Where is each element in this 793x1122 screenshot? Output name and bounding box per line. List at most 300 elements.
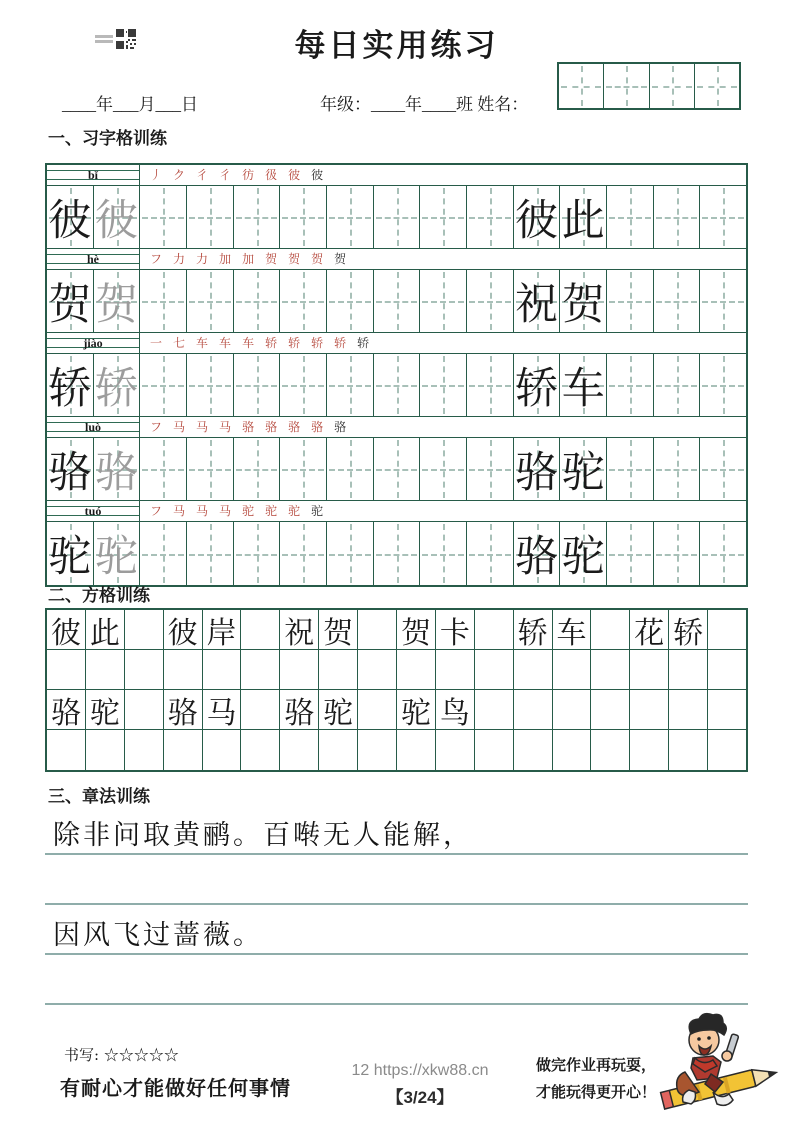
practice-cell[interactable] bbox=[187, 522, 234, 585]
horizontal-guide-dash bbox=[422, 217, 464, 219]
name-cell[interactable] bbox=[559, 64, 604, 108]
stroke-step: 彶 bbox=[265, 168, 278, 182]
model-character: 轿 bbox=[517, 615, 548, 651]
square-cell[interactable] bbox=[436, 690, 475, 729]
practice-cell[interactable] bbox=[140, 354, 187, 416]
practice-cells-row bbox=[47, 354, 746, 417]
practice-row bbox=[47, 249, 746, 333]
horizontal-guide-dash bbox=[236, 469, 278, 471]
name-cell[interactable] bbox=[604, 64, 649, 108]
square-cell[interactable] bbox=[358, 650, 397, 689]
stroke-sequence bbox=[140, 333, 746, 353]
square-cell[interactable] bbox=[553, 650, 592, 689]
practice-cell[interactable] bbox=[700, 270, 746, 332]
square-cell[interactable] bbox=[514, 730, 553, 770]
practice-cell[interactable] bbox=[94, 438, 141, 500]
section2-heading: 二、方格训练 bbox=[48, 586, 150, 605]
practice-cell[interactable] bbox=[420, 522, 467, 585]
square-cell[interactable] bbox=[630, 610, 669, 649]
stroke-step: 马 bbox=[196, 420, 209, 434]
model-character: 车 bbox=[561, 363, 605, 414]
practice-cell[interactable] bbox=[560, 270, 607, 332]
square-cell[interactable] bbox=[514, 650, 553, 689]
square-cell[interactable] bbox=[164, 650, 203, 689]
stroke-step: 轿 bbox=[311, 336, 324, 350]
square-cell[interactable] bbox=[553, 690, 592, 729]
square-cell[interactable] bbox=[86, 610, 125, 649]
square-cell[interactable] bbox=[591, 650, 630, 689]
practice-cell[interactable] bbox=[560, 354, 607, 416]
practice-cell[interactable] bbox=[140, 522, 187, 585]
square-cell[interactable] bbox=[591, 610, 630, 649]
model-character: 驼 bbox=[561, 447, 605, 498]
pinyin-label: jiào bbox=[83, 336, 103, 350]
horizontal-guide-dash bbox=[376, 469, 418, 471]
practice-cell[interactable] bbox=[560, 438, 607, 500]
practice-cell[interactable] bbox=[467, 270, 514, 332]
square-cell[interactable] bbox=[397, 650, 436, 689]
practice-cell[interactable] bbox=[654, 438, 701, 500]
practice-cell[interactable] bbox=[280, 270, 327, 332]
practice-row bbox=[47, 417, 746, 501]
square-cell[interactable] bbox=[358, 610, 397, 649]
stroke-step: 彼 bbox=[311, 168, 324, 182]
practice-cell[interactable] bbox=[514, 438, 561, 500]
practice-cell[interactable] bbox=[234, 354, 281, 416]
footer-site-url: 12 https://xkw88.cn bbox=[351, 1062, 489, 1079]
practice-cell[interactable] bbox=[374, 270, 421, 332]
stroke-step: 轿 bbox=[288, 336, 301, 350]
square-cell[interactable] bbox=[280, 610, 319, 649]
practice-cell[interactable] bbox=[94, 354, 141, 416]
square-cell[interactable] bbox=[708, 690, 746, 729]
stroke-step: 驼 bbox=[288, 504, 301, 518]
model-character: 彼 bbox=[50, 615, 81, 651]
model-character: 驼 bbox=[561, 532, 605, 582]
practice-cell[interactable] bbox=[374, 354, 421, 416]
model-character: 驼 bbox=[48, 532, 92, 582]
square-cell[interactable] bbox=[397, 730, 436, 770]
stroke-step: 一 bbox=[150, 336, 163, 350]
horizontal-guide-dash bbox=[189, 554, 231, 556]
stroke-step: 骆 bbox=[265, 420, 278, 434]
date-line[interactable]: ____年___月___日 bbox=[62, 95, 198, 114]
stroke-step: 马 bbox=[173, 420, 186, 434]
square-cell[interactable] bbox=[47, 610, 86, 649]
square-cell[interactable] bbox=[475, 690, 514, 729]
square-cell[interactable] bbox=[708, 610, 746, 649]
sentence-practice-lines bbox=[45, 805, 748, 1005]
trace-character: 轿 bbox=[95, 363, 138, 414]
practice-cell[interactable] bbox=[420, 186, 467, 248]
stroke-step: 轿 bbox=[357, 336, 370, 350]
horizontal-guide-dash bbox=[282, 301, 324, 303]
square-cell[interactable] bbox=[591, 690, 630, 729]
horizontal-guide-dash bbox=[189, 301, 231, 303]
square-cell[interactable] bbox=[436, 650, 475, 689]
model-character: 鸟 bbox=[439, 695, 470, 731]
horizontal-guide-dash bbox=[697, 86, 737, 88]
stroke-step: フ bbox=[150, 420, 163, 434]
footer-slogan bbox=[536, 1052, 661, 1106]
horizontal-guide-dash bbox=[652, 86, 692, 88]
stroke-step: 车 bbox=[242, 336, 255, 350]
model-character: 骆 bbox=[48, 447, 92, 498]
model-character: 祝 bbox=[284, 615, 315, 651]
practice-cell[interactable] bbox=[374, 438, 421, 500]
practice-cell[interactable] bbox=[327, 354, 374, 416]
square-cell[interactable] bbox=[86, 650, 125, 689]
practice-cell[interactable] bbox=[514, 354, 561, 416]
practice-cell[interactable] bbox=[327, 186, 374, 248]
stroke-step: 驼 bbox=[242, 504, 255, 518]
square-cell[interactable] bbox=[125, 730, 164, 770]
square-cell[interactable] bbox=[164, 730, 203, 770]
practice-cell[interactable] bbox=[560, 186, 607, 248]
model-character: 贺 bbox=[323, 615, 354, 651]
model-character: 彼 bbox=[515, 195, 559, 246]
horizontal-guide-dash bbox=[236, 217, 278, 219]
square-cell[interactable] bbox=[125, 690, 164, 729]
horizontal-guide-dash bbox=[609, 301, 651, 303]
stroke-step: 车 bbox=[219, 336, 232, 350]
square-cell[interactable] bbox=[553, 730, 592, 770]
practice-cell[interactable] bbox=[187, 354, 234, 416]
model-character: 轿 bbox=[48, 363, 92, 414]
horizontal-guide-dash bbox=[376, 301, 418, 303]
stroke-step: 骆 bbox=[311, 420, 324, 434]
practice-cell[interactable] bbox=[700, 186, 746, 248]
horizontal-guide-dash bbox=[142, 554, 184, 556]
stroke-step: 加 bbox=[242, 252, 255, 266]
stroke-step: フ bbox=[150, 504, 163, 518]
horizontal-guide-dash bbox=[609, 469, 651, 471]
practice-cell[interactable] bbox=[374, 522, 421, 585]
model-character: 贺 bbox=[48, 279, 92, 330]
square-cell[interactable] bbox=[514, 610, 553, 649]
pinyin-box bbox=[47, 333, 140, 353]
square-cell[interactable] bbox=[203, 730, 242, 770]
square-cell[interactable] bbox=[475, 610, 514, 649]
horizontal-guide-dash bbox=[142, 469, 184, 471]
stroke-step: 贺 bbox=[265, 252, 278, 266]
pinyin-box bbox=[47, 417, 140, 437]
horizontal-guide-dash bbox=[702, 385, 744, 387]
square-cell[interactable] bbox=[203, 610, 242, 649]
square-cell[interactable] bbox=[475, 650, 514, 689]
practice-cells-row bbox=[47, 438, 746, 501]
horizontal-guide-dash bbox=[329, 217, 371, 219]
square-cell[interactable] bbox=[164, 690, 203, 729]
stroke-step: 丿 bbox=[150, 168, 163, 182]
square-cell[interactable] bbox=[630, 690, 669, 729]
practice-cell[interactable] bbox=[234, 438, 281, 500]
horizontal-guide-dash bbox=[469, 217, 511, 219]
square-cell[interactable] bbox=[669, 610, 708, 649]
horizontal-guide-dash bbox=[656, 217, 698, 219]
square-cell[interactable] bbox=[125, 610, 164, 649]
horizontal-guide-dash bbox=[422, 469, 464, 471]
square-cell[interactable] bbox=[436, 610, 475, 649]
horizontal-guide-dash bbox=[189, 469, 231, 471]
practice-cell[interactable] bbox=[607, 522, 654, 585]
practice-cell[interactable] bbox=[94, 186, 141, 248]
square-cell[interactable] bbox=[241, 730, 280, 770]
horizontal-guide-dash bbox=[606, 86, 646, 88]
stroke-sequence bbox=[140, 417, 746, 437]
practice-cell[interactable] bbox=[140, 270, 187, 332]
trace-character: 贺 bbox=[95, 279, 138, 330]
practice-cell[interactable] bbox=[420, 438, 467, 500]
stroke-step: 力 bbox=[196, 252, 209, 266]
practice-cell[interactable] bbox=[327, 438, 374, 500]
practice-cell[interactable] bbox=[467, 354, 514, 416]
practice-cell[interactable] bbox=[187, 186, 234, 248]
square-cell[interactable] bbox=[47, 730, 86, 770]
practice-cell[interactable] bbox=[560, 522, 607, 585]
square-practice-grid bbox=[45, 608, 748, 772]
square-cell[interactable] bbox=[203, 650, 242, 689]
stroke-order-strip bbox=[47, 333, 746, 354]
square-cell[interactable] bbox=[203, 690, 242, 729]
practice-cell[interactable] bbox=[140, 438, 187, 500]
horizontal-guide-dash bbox=[469, 301, 511, 303]
practice-cell[interactable] bbox=[234, 522, 281, 585]
square-cell[interactable] bbox=[125, 650, 164, 689]
practice-cell[interactable] bbox=[467, 438, 514, 500]
square-cell[interactable] bbox=[630, 730, 669, 770]
model-character: 岸 bbox=[206, 615, 237, 651]
horizontal-guide-dash bbox=[702, 469, 744, 471]
stroke-step: 驼 bbox=[311, 504, 324, 518]
pinyin-box bbox=[47, 165, 140, 185]
practice-cell[interactable] bbox=[327, 270, 374, 332]
name-cell[interactable] bbox=[650, 64, 695, 108]
practice-cell[interactable] bbox=[514, 522, 561, 585]
practice-cell[interactable] bbox=[467, 522, 514, 585]
stroke-step: 彳 bbox=[219, 168, 232, 182]
practice-cell[interactable] bbox=[607, 438, 654, 500]
practice-cell[interactable] bbox=[607, 270, 654, 332]
writing-line[interactable] bbox=[45, 855, 748, 905]
practice-row bbox=[47, 333, 746, 417]
practice-cell[interactable] bbox=[327, 522, 374, 585]
stroke-order-strip bbox=[47, 417, 746, 438]
horizontal-guide-dash bbox=[702, 554, 744, 556]
practice-cell[interactable] bbox=[47, 186, 94, 248]
practice-cell[interactable] bbox=[700, 522, 746, 585]
square-cell[interactable] bbox=[319, 730, 358, 770]
model-character: 彼 bbox=[48, 195, 92, 246]
stroke-step: 彼 bbox=[288, 168, 301, 182]
footer-motto: 有耐心才能做好任何事情 bbox=[60, 1078, 291, 1100]
square-cell[interactable] bbox=[553, 610, 592, 649]
character-practice-grid bbox=[45, 163, 748, 587]
class-name-line[interactable]: 年级：____年____班 姓名： bbox=[320, 95, 529, 114]
horizontal-guide-dash bbox=[469, 385, 511, 387]
practice-cell[interactable] bbox=[374, 186, 421, 248]
practice-cells-row bbox=[47, 270, 746, 333]
square-cell[interactable] bbox=[47, 650, 86, 689]
name-writing-grid[interactable] bbox=[557, 62, 741, 110]
pinyin-box bbox=[47, 501, 140, 521]
square-cell[interactable] bbox=[591, 730, 630, 770]
pinyin-label: luò bbox=[84, 420, 101, 434]
square-cell[interactable] bbox=[669, 730, 708, 770]
horizontal-guide-dash bbox=[469, 554, 511, 556]
practice-cell[interactable] bbox=[234, 270, 281, 332]
model-character: 车 bbox=[556, 615, 587, 651]
horizontal-guide-dash bbox=[422, 301, 464, 303]
horizontal-guide-dash bbox=[329, 554, 371, 556]
square-cell[interactable] bbox=[358, 690, 397, 729]
model-character: 轿 bbox=[673, 615, 704, 651]
practice-cell[interactable] bbox=[140, 186, 187, 248]
practice-cell[interactable] bbox=[654, 354, 701, 416]
horizontal-guide-dash bbox=[609, 554, 651, 556]
horizontal-guide-dash bbox=[656, 469, 698, 471]
footer-slogan-line1: 做完作业再玩耍， bbox=[536, 1056, 657, 1074]
stroke-step: ク bbox=[173, 168, 186, 182]
horizontal-guide-dash bbox=[329, 301, 371, 303]
stroke-step: 七 bbox=[173, 336, 186, 350]
square-cell[interactable] bbox=[86, 730, 125, 770]
horizontal-guide-dash bbox=[282, 469, 324, 471]
model-character: 骆 bbox=[50, 695, 81, 731]
square-cell[interactable] bbox=[86, 690, 125, 729]
pinyin-label: bǐ bbox=[87, 168, 98, 182]
practice-cell[interactable] bbox=[47, 354, 94, 416]
horizontal-guide-dash bbox=[329, 469, 371, 471]
square-cell[interactable] bbox=[436, 730, 475, 770]
horizontal-guide-dash bbox=[656, 554, 698, 556]
square-cell[interactable] bbox=[475, 730, 514, 770]
practice-cell[interactable] bbox=[280, 438, 327, 500]
stroke-step: 力 bbox=[173, 252, 186, 266]
square-cell[interactable] bbox=[47, 690, 86, 729]
horizontal-guide-dash bbox=[469, 469, 511, 471]
writing-line[interactable] bbox=[45, 955, 748, 1005]
practice-cell[interactable] bbox=[654, 522, 701, 585]
pinyin-box bbox=[47, 249, 140, 269]
model-sentence: 除非问取黄鹂。百啭无人能解， bbox=[53, 820, 473, 851]
square-cell[interactable] bbox=[319, 690, 358, 729]
practice-cell[interactable] bbox=[47, 522, 94, 585]
model-character: 轿 bbox=[515, 363, 559, 414]
practice-cell[interactable] bbox=[467, 186, 514, 248]
model-character: 驼 bbox=[323, 695, 354, 731]
horizontal-guide-dash bbox=[376, 385, 418, 387]
square-cell[interactable] bbox=[241, 610, 280, 649]
square-cell[interactable] bbox=[669, 650, 708, 689]
practice-cell[interactable] bbox=[94, 270, 141, 332]
square-cell[interactable] bbox=[630, 650, 669, 689]
square-cell[interactable] bbox=[164, 610, 203, 649]
stroke-step: 贺 bbox=[311, 252, 324, 266]
pinyin-label: hè bbox=[87, 252, 99, 266]
square-cell[interactable] bbox=[241, 690, 280, 729]
practice-cell[interactable] bbox=[234, 186, 281, 248]
square-cell[interactable] bbox=[280, 730, 319, 770]
square-cell[interactable] bbox=[319, 610, 358, 649]
square-cell[interactable] bbox=[514, 690, 553, 729]
square-cell[interactable] bbox=[669, 690, 708, 729]
practice-cell[interactable] bbox=[47, 270, 94, 332]
practice-cell[interactable] bbox=[654, 186, 701, 248]
stroke-order-strip bbox=[47, 165, 746, 186]
horizontal-guide-dash bbox=[609, 217, 651, 219]
square-cell[interactable] bbox=[708, 730, 746, 770]
square-cell[interactable] bbox=[280, 650, 319, 689]
square-cell[interactable] bbox=[319, 650, 358, 689]
stroke-step: 驼 bbox=[265, 504, 278, 518]
horizontal-guide-dash bbox=[142, 385, 184, 387]
handwriting-rating[interactable]: 书写: ☆☆☆☆☆ bbox=[64, 1046, 179, 1064]
square-row bbox=[47, 730, 746, 770]
practice-cell[interactable] bbox=[420, 270, 467, 332]
model-character: 骆 bbox=[515, 447, 559, 498]
practice-cell[interactable] bbox=[47, 438, 94, 500]
model-sentence: 因风飞过蔷薇。 bbox=[53, 920, 263, 951]
stroke-step: 加 bbox=[219, 252, 232, 266]
square-cell[interactable] bbox=[397, 690, 436, 729]
practice-cell[interactable] bbox=[94, 522, 141, 585]
square-cell[interactable] bbox=[280, 690, 319, 729]
practice-cell[interactable] bbox=[700, 354, 746, 416]
writing-line[interactable] bbox=[45, 805, 748, 855]
practice-cell[interactable] bbox=[607, 186, 654, 248]
practice-row bbox=[47, 165, 746, 249]
practice-cell[interactable] bbox=[280, 186, 327, 248]
practice-cell[interactable] bbox=[280, 354, 327, 416]
model-character: 骆 bbox=[167, 695, 198, 731]
horizontal-guide-dash bbox=[282, 385, 324, 387]
square-row bbox=[47, 690, 746, 730]
practice-cell[interactable] bbox=[280, 522, 327, 585]
footer-slogan-line2: 才能玩得更开心！ bbox=[536, 1083, 657, 1101]
practice-cell[interactable] bbox=[420, 354, 467, 416]
practice-cell[interactable] bbox=[514, 186, 561, 248]
model-character: 贺 bbox=[400, 615, 431, 651]
model-character: 卡 bbox=[439, 615, 470, 651]
writing-line[interactable] bbox=[45, 905, 748, 955]
square-cell[interactable] bbox=[397, 610, 436, 649]
model-character: 骆 bbox=[284, 695, 315, 731]
stroke-sequence bbox=[140, 165, 746, 185]
practice-cell[interactable] bbox=[187, 270, 234, 332]
square-cell[interactable] bbox=[241, 650, 280, 689]
practice-cell[interactable] bbox=[187, 438, 234, 500]
practice-cell[interactable] bbox=[654, 270, 701, 332]
practice-row bbox=[47, 501, 746, 585]
name-cell[interactable] bbox=[695, 64, 739, 108]
stroke-step: 骆 bbox=[242, 420, 255, 434]
pencil-boy-mascot-illustration bbox=[655, 1012, 790, 1117]
practice-cell[interactable] bbox=[700, 438, 746, 500]
horizontal-guide-dash bbox=[702, 301, 744, 303]
practice-cell[interactable] bbox=[607, 354, 654, 416]
horizontal-guide-dash bbox=[236, 554, 278, 556]
practice-cell[interactable] bbox=[514, 270, 561, 332]
stroke-step: 马 bbox=[196, 504, 209, 518]
page-number: 【3/24】 bbox=[386, 1088, 454, 1107]
square-row bbox=[47, 610, 746, 650]
square-cell[interactable] bbox=[708, 650, 746, 689]
horizontal-guide-dash bbox=[189, 385, 231, 387]
horizontal-guide-dash bbox=[236, 385, 278, 387]
square-cell[interactable] bbox=[358, 730, 397, 770]
horizontal-guide-dash bbox=[376, 554, 418, 556]
